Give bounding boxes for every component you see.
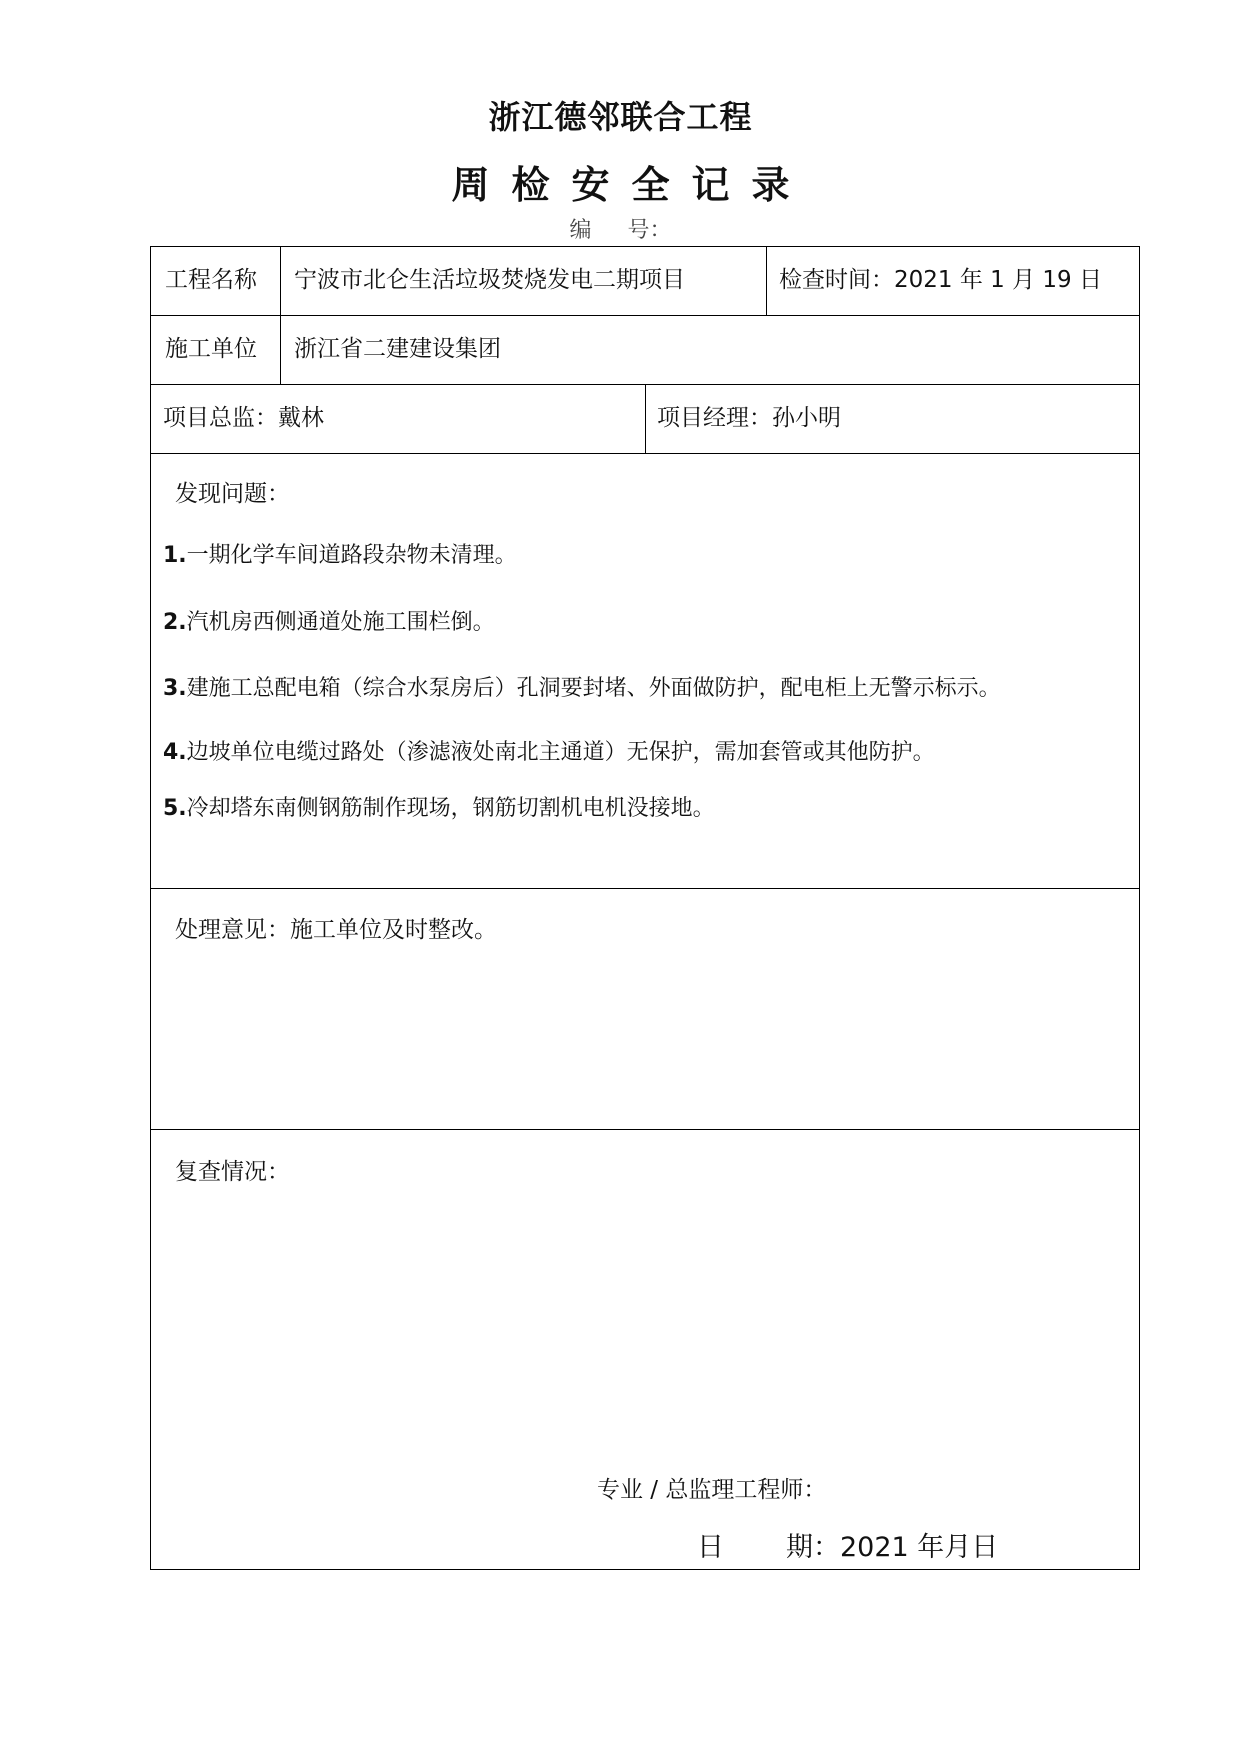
document-number-label-a: 编 bbox=[569, 218, 592, 243]
review-date-label-b: 期： bbox=[786, 1532, 840, 1563]
handling-label: 处理意见： bbox=[175, 917, 290, 943]
record-table bbox=[150, 246, 1140, 1570]
handling-text: 施工单位及时整改。 bbox=[290, 917, 497, 943]
review-label: 复查情况： bbox=[175, 1159, 290, 1185]
row-divider bbox=[151, 453, 1139, 454]
chief-supervisor bbox=[163, 403, 324, 433]
inspection-time-value: 2021 年 1 月 19 日 bbox=[894, 267, 1102, 293]
issue-item: 2.汽机房西侧通道处施工围栏倒。 bbox=[163, 610, 495, 635]
issues-label: 发现问题： bbox=[175, 481, 290, 507]
inspection-time bbox=[779, 265, 1102, 295]
review-date-label-a: 日 bbox=[697, 1532, 724, 1563]
contractor-label: 施工单位 bbox=[165, 336, 257, 362]
column-divider bbox=[280, 247, 281, 384]
organization-title: 浙江德邻联合工程 bbox=[488, 98, 753, 136]
chief-supervisor-label: 项目总监： bbox=[163, 405, 278, 431]
review-date bbox=[697, 1533, 998, 1563]
column-divider bbox=[645, 384, 646, 453]
row-divider bbox=[151, 888, 1139, 889]
inspection-time-label: 检查时间： bbox=[779, 267, 894, 293]
handling-opinion bbox=[175, 915, 497, 945]
chief-supervisor-value: 戴林 bbox=[278, 405, 324, 431]
column-divider bbox=[766, 247, 767, 315]
document-number bbox=[0, 213, 1241, 244]
review-date-value: 2021 年月日 bbox=[840, 1532, 999, 1563]
document-title: 周检安全记录 bbox=[451, 163, 812, 207]
contractor-value: 浙江省二建建设集团 bbox=[294, 336, 501, 362]
project-name-value: 宁波市北仑生活垃圾焚烧发电二期项目 bbox=[294, 267, 685, 293]
issue-item: 5.冷却塔东南侧钢筋制作现场，钢筋切割机电机没接地。 bbox=[163, 796, 715, 821]
document-number-label-b: 号： bbox=[627, 218, 672, 243]
project-manager-label: 项目经理： bbox=[657, 405, 772, 431]
row-divider bbox=[151, 1129, 1139, 1130]
row-divider bbox=[151, 315, 1139, 316]
project-manager bbox=[657, 403, 841, 433]
project-name-label: 工程名称 bbox=[165, 267, 257, 293]
issue-item: 3.建施工总配电箱（综合水泵房后）孔洞要封堵、外面做防护，配电柜上无警示标示。 bbox=[163, 676, 1001, 701]
supervisor-signature-label: 专业 / 总监理工程师： bbox=[597, 1477, 827, 1503]
issue-item: 4.边坡单位电缆过路处（渗滤液处南北主通道）无保护，需加套管或其他防护。 bbox=[163, 740, 935, 765]
issue-item: 1.一期化学车间道路段杂物未清理。 bbox=[163, 543, 517, 568]
project-manager-value: 孙小明 bbox=[772, 405, 841, 431]
